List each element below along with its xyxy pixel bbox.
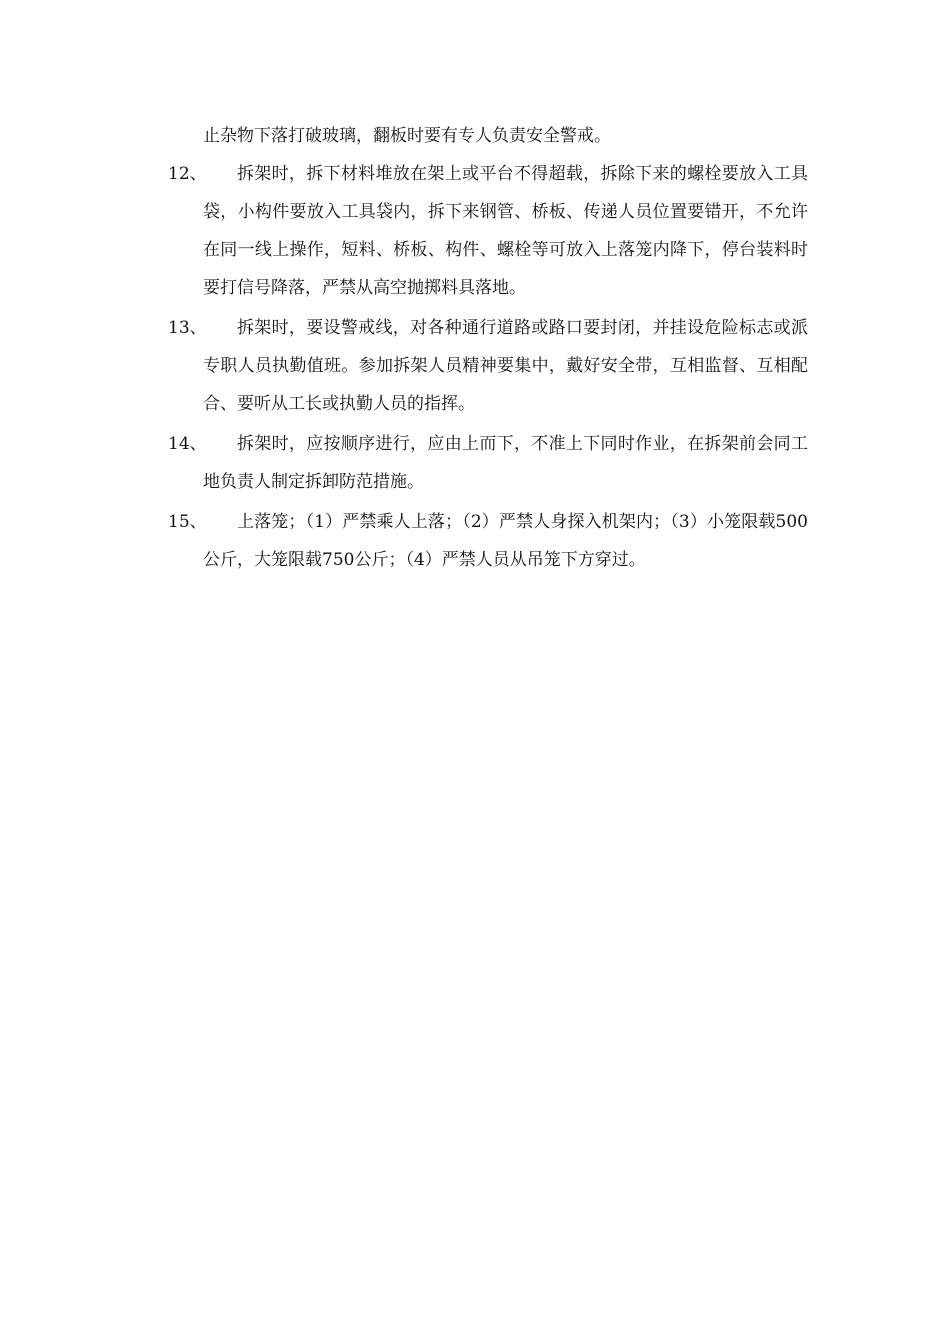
list-item-13 (168, 309, 808, 423)
item-text: 拆架时，要设警戒线，对各种通行道路或路口要封闭，并挂设危险标志或派专职人员执勤值班。参加拆架人员精神要集中，戴好安全带，互相监督、互相配合、要听从工长或执勤人员的指挥。 (203, 318, 808, 414)
item-text: 上落笼；（1）严禁乘人上落；（2）严禁人身探入机架内；（3）小笼限载500公斤，大笼限载750公斤；（4）严禁人员从吊笼下方穿过。 (203, 512, 808, 570)
item-text: 拆架时，拆下材料堆放在架上或平台不得超载，拆除下来的螺栓要放入工具袋，小构件要放入工具袋内，拆下来钢管、桥板、传递人员位置要错开，不允许在同一线上操作，短料、桥板、构件、螺栓等可放入上落笼内降下，停台装料时要打信号降落，严禁从高空抛掷料具落地。 (203, 164, 808, 298)
document-body (168, 117, 808, 581)
item-text: 拆架时，应按顺序进行，应由上而下，不准上下同时作业，在拆架前会同工地负责人制定拆卸防范措施。 (203, 434, 808, 492)
list-item-14 (168, 425, 808, 501)
list-item-15 (168, 503, 808, 579)
item-number: 14、 (168, 434, 207, 454)
item-number: 13、 (168, 318, 207, 338)
list-item-12 (168, 155, 808, 307)
item-number: 15、 (168, 512, 207, 532)
continuation-paragraph: 止杂物下落打破玻璃，翻板时要有专人负责安全警戒。 (203, 126, 611, 146)
item-number: 12、 (168, 164, 207, 184)
